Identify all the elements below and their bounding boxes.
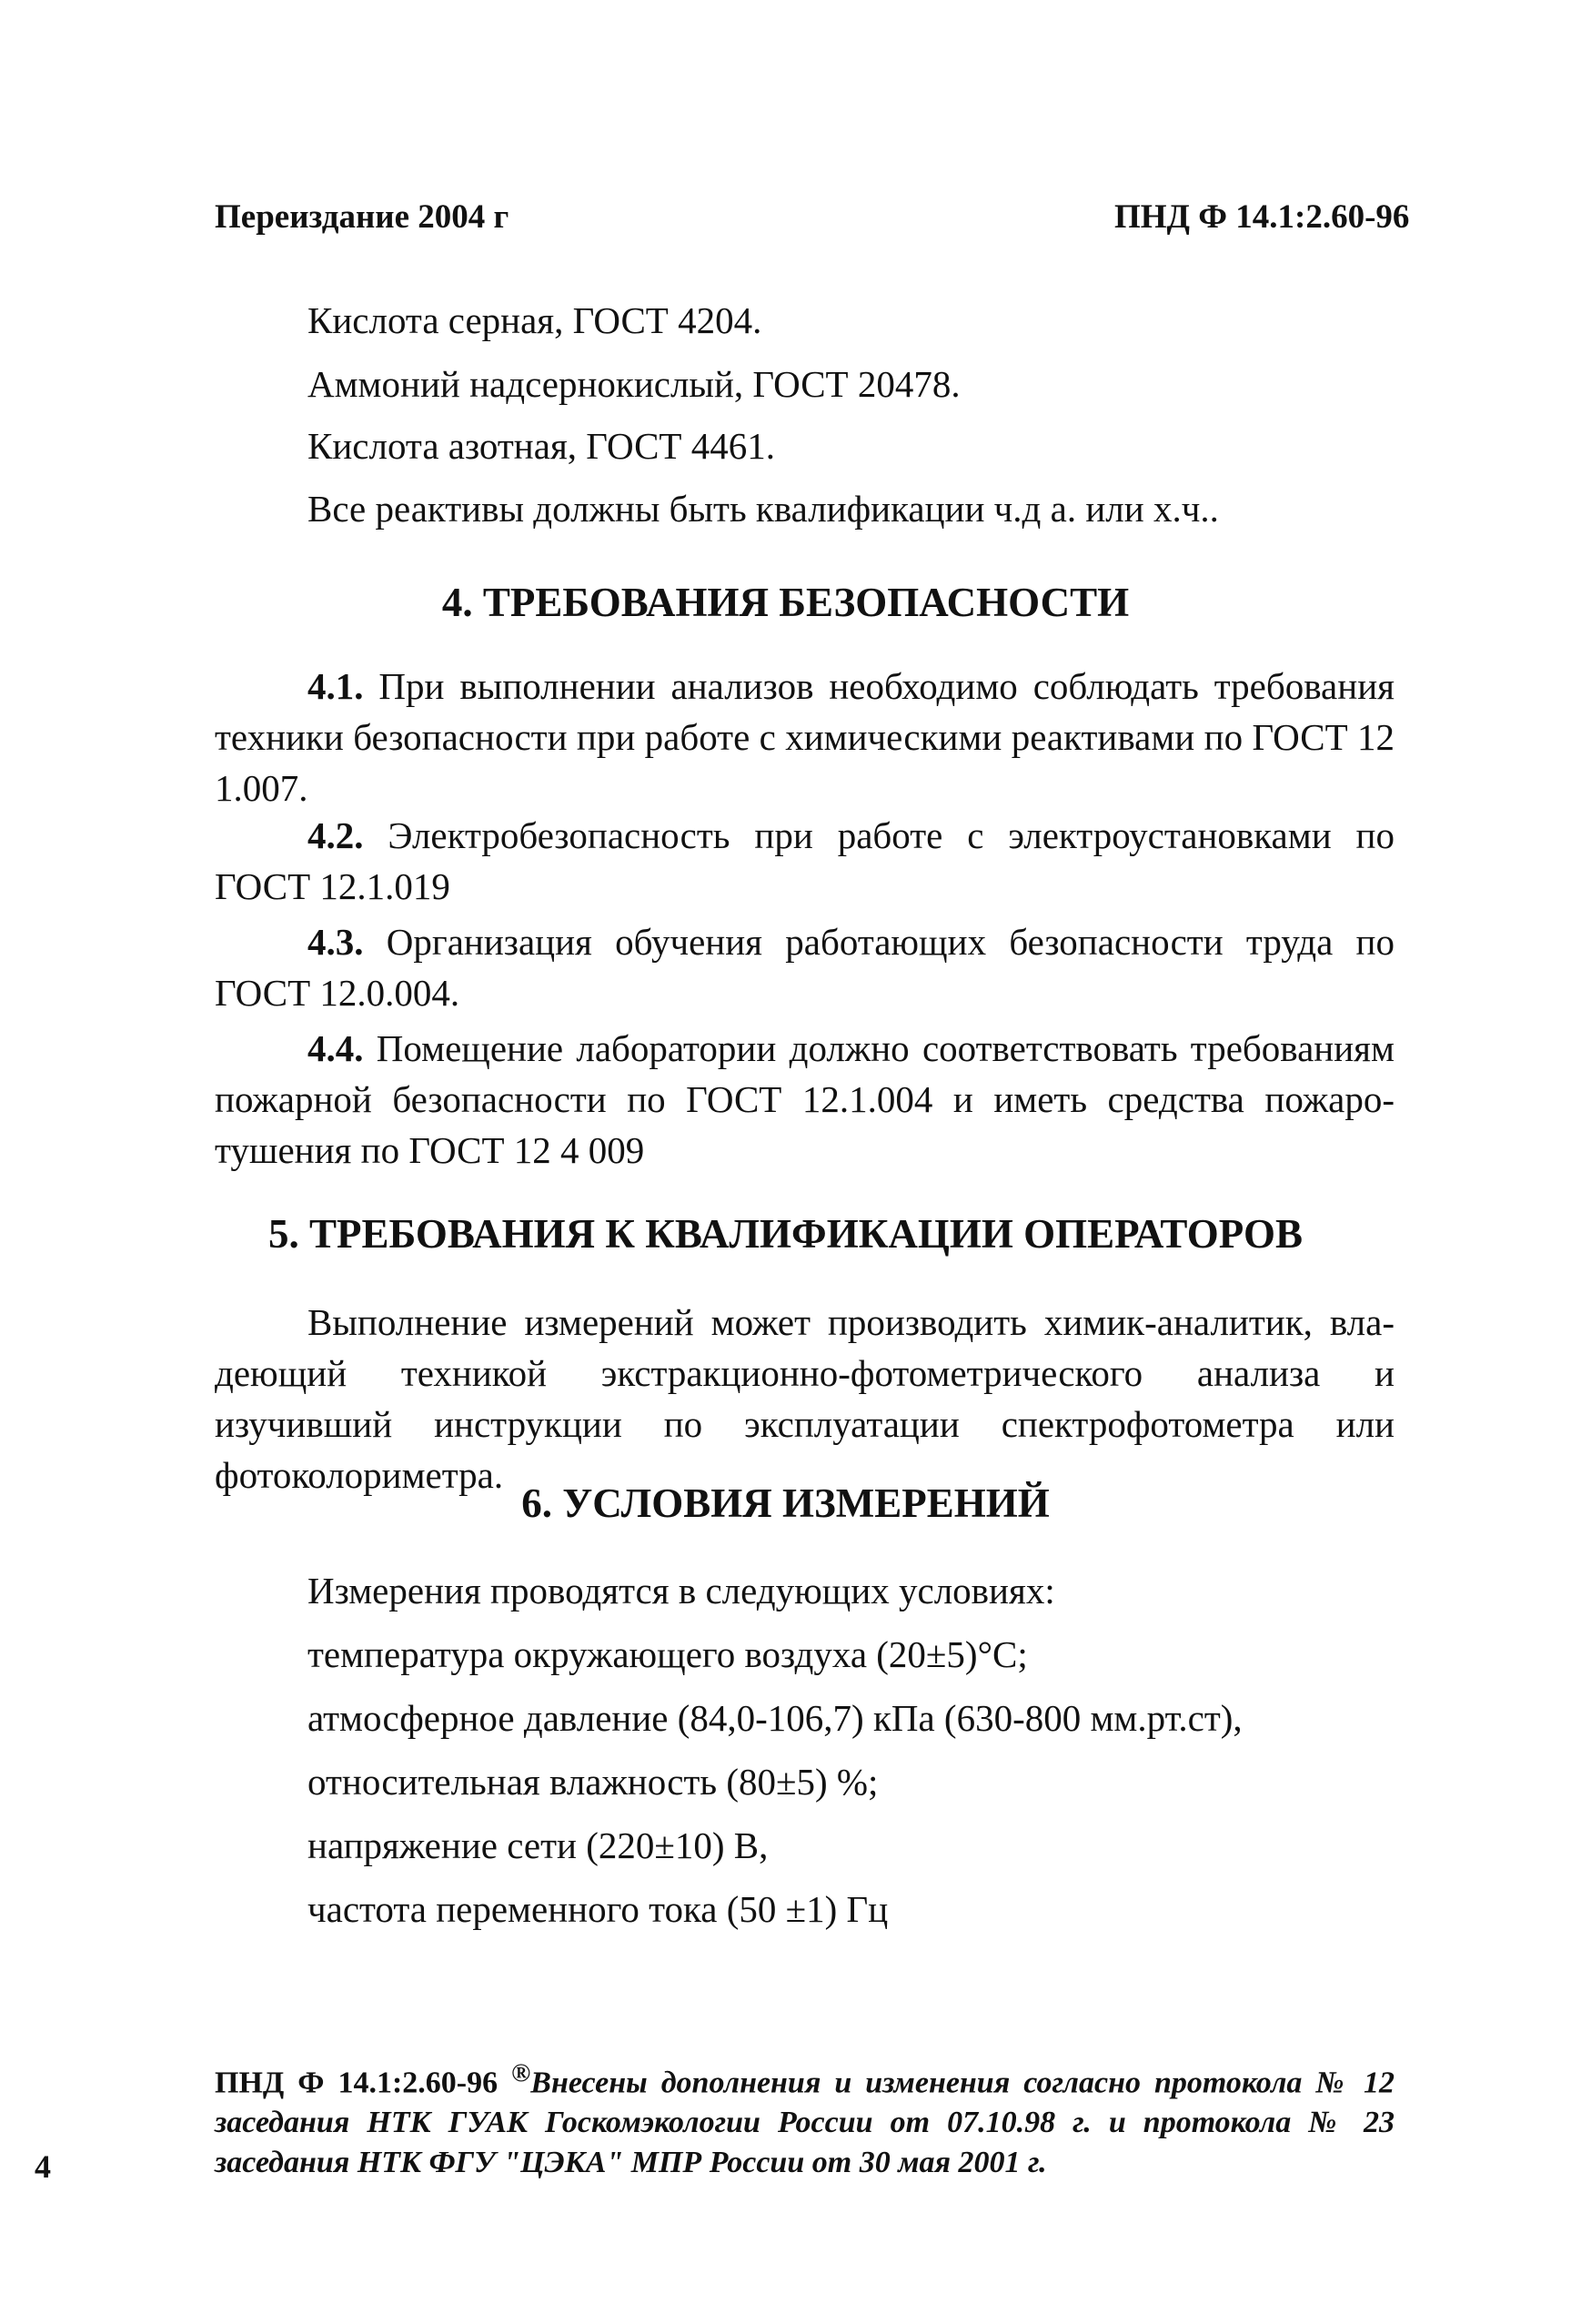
reagent-line: Аммоний надсернокислый, ГОСТ 20478. (307, 363, 961, 405)
item-number: 4.2. (307, 814, 364, 856)
condition-item: атмосферное давление (84,0-106,7) кПа (630-800 мм.рт.ст), (307, 1697, 1243, 1739)
item-number: 4.1. (307, 665, 364, 707)
header-document-code: ПНД Ф 14.1:2.60-96 (1114, 198, 1410, 236)
page-number: 4 (35, 2148, 51, 2185)
footnote-mark: ® (511, 2059, 531, 2087)
section-4-item (215, 916, 1395, 1018)
reagent-qualification-note: Все реактивы должны быть квалификации ч.д а. или х.ч.. (307, 488, 1219, 530)
item-number: 4.3. (307, 921, 364, 963)
section-5-text: Выполнение измерений может производить химик-аналитик, владеющий техникой экстракционно-фотометрического анализа и изучивший инструкции по эксплуатации спектрофотометра или фотоколориметра. (215, 1301, 1395, 1496)
condition-item: напряжение сети (220±10) В, (307, 1824, 769, 1866)
section-4-item (215, 1023, 1395, 1176)
item-number: 4.4. (307, 1027, 364, 1069)
section-4-item (215, 810, 1395, 912)
item-text: Помещение лаборатории должно соответствовать требованиям пожарной безопасности по ГОСТ 12.1.004 и иметь средства пожаротушения по ГОСТ 12 4 009 (215, 1027, 1395, 1171)
item-text: При выполнении анализов необходимо соблюдать требования техники безопасности при работе с химическими реактивами по ГОСТ 12 1.007. (215, 665, 1395, 809)
footnote-text: Внесены дополнения и изменения согласно протокола № 12 заседания НТК ГУАК Госкомэкологии России от 07.10.98 г. и протокола № 23 заседания НТК ФГУ "ЦЭКА" МПР России от 30 мая 2001 г. (215, 2066, 1395, 2180)
header-reissue: Переиздание 2004 г (215, 198, 509, 236)
section-5-heading: 5. ТРЕБОВАНИЯ К КВАЛИФИКАЦИИ ОПЕРАТОРОВ (267, 1211, 1304, 1257)
item-text: Организация обучения работающих безопасности труда по ГОСТ 12.0.004. (215, 921, 1395, 1014)
reagent-line: Кислота серная, ГОСТ 4204. (307, 299, 762, 341)
item-text: Электробезопасность при работе с электроустановками по ГОСТ 12.1.019 (215, 814, 1395, 907)
condition-item: частота переменного тока (50 ±1) Гц (307, 1888, 889, 1930)
section-6-intro: Измерения проводятся в следующих условиях: (307, 1570, 1055, 1612)
section-4-item (215, 661, 1395, 813)
section-6-heading: 6. УСЛОВИЯ ИЗМЕРЕНИЙ (521, 1480, 1050, 1526)
reagent-line: Кислота азотная, ГОСТ 4461. (307, 425, 775, 467)
footnote (215, 2054, 1395, 2183)
footnote-document-code: ПНД Ф 14.1:2.60-96 (215, 2066, 498, 2100)
condition-item: относительная влажность (80±5) %; (307, 1761, 879, 1803)
condition-item: температура окружающего воздуха (20±5)°С; (307, 1633, 1028, 1675)
section-4-heading: 4. ТРЕБОВАНИЯ БЕЗОПАСНОСТИ (441, 580, 1130, 625)
